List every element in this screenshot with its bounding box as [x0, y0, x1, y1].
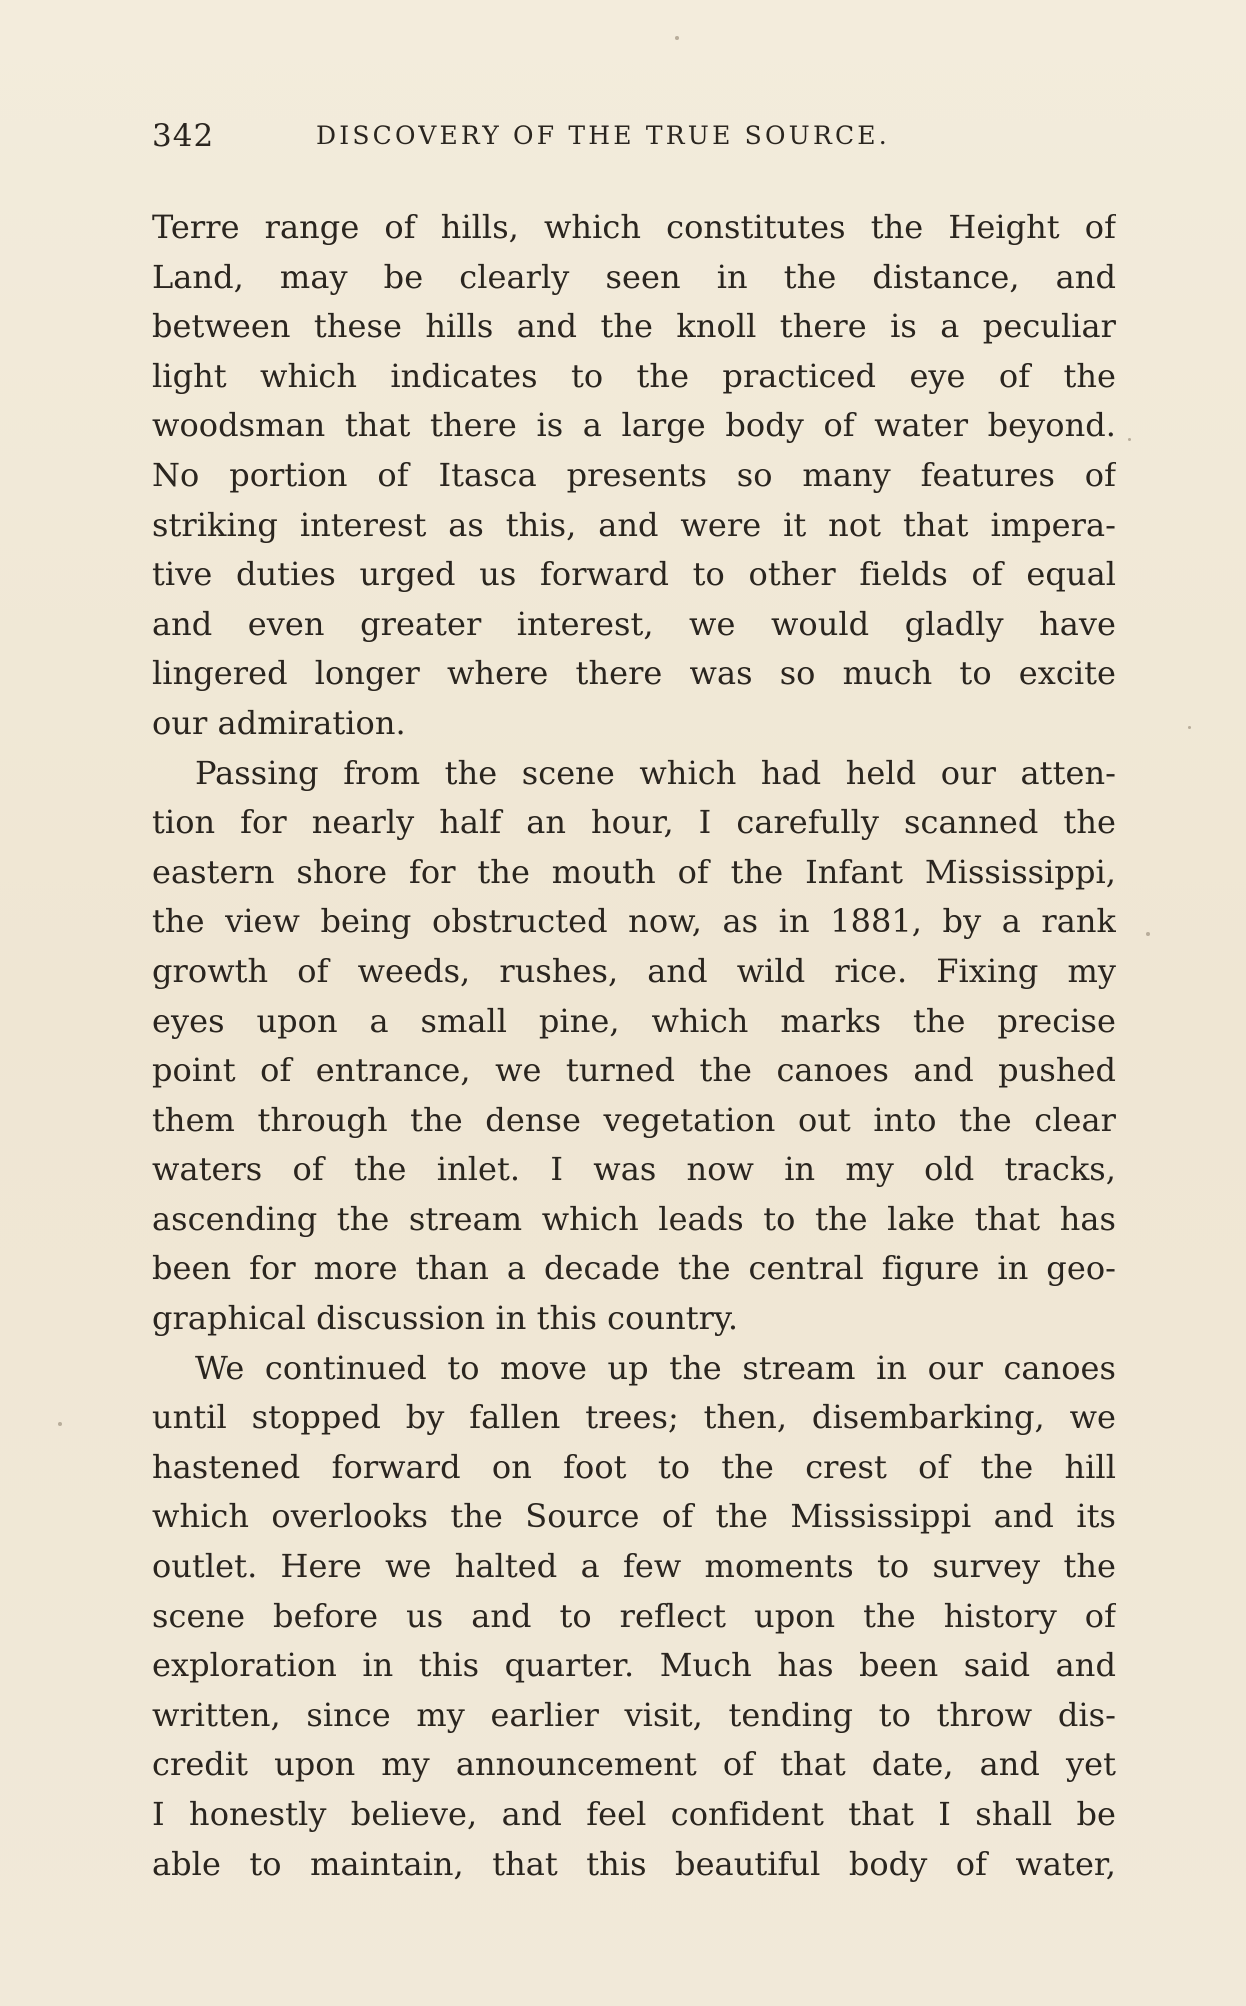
text-line: No portion of Itasca presents so many features of [152, 455, 1116, 494]
text-line: which overlooks the Source of the Mississippi and its [152, 1497, 1116, 1536]
text-line: eastern shore for the mouth of the Infant Mississippi, [152, 852, 1116, 891]
text-line: tive duties urged us forward to other fields of equal [152, 555, 1116, 594]
paper-speck [675, 36, 679, 40]
text-line: outlet. Here we halted a few moments to survey the [152, 1547, 1116, 1586]
text-line: until stopped by fallen trees; then, disembarking, we [152, 1398, 1116, 1437]
text-line: We continued to move up the stream in our canoes [195, 1348, 1116, 1387]
text-line: lingered longer where there was so much to excite [152, 654, 1116, 693]
text-line: graphical discussion in this country. [152, 1299, 739, 1338]
page-header [152, 116, 1120, 160]
body-text [152, 203, 1116, 1889]
text-line: striking interest as this, and were it not that impera- [152, 505, 1116, 544]
paper-speck [1146, 932, 1150, 936]
text-line: waters of the inlet. I was now in my old tracks, [152, 1150, 1116, 1189]
running-head: DISCOVERY OF THE TRUE SOURCE. [316, 121, 890, 150]
text-line: eyes upon a small pine, which marks the precise [152, 1001, 1116, 1040]
text-line: and even greater interest, we would gladly have [152, 604, 1116, 643]
text-line: ascending the stream which leads to the lake that has [152, 1199, 1116, 1238]
text-line: hastened forward on foot to the crest of the hill [152, 1447, 1116, 1486]
text-line: credit upon my announcement of that date, and yet [152, 1745, 1116, 1784]
paper-speck [1188, 726, 1191, 729]
text-line: Passing from the scene which had held our atten- [195, 753, 1116, 792]
text-line: been for more than a decade the central figure in geo- [152, 1249, 1116, 1288]
page-number: 342 [152, 118, 215, 154]
text-line: growth of weeds, rushes, and wild rice. Fixing my [152, 951, 1116, 990]
text-line: them through the dense vegetation out into the clear [152, 1100, 1116, 1139]
text-line: scene before us and to reflect upon the history of [152, 1596, 1116, 1635]
text-line: tion for nearly half an hour, I carefully scanned the [152, 803, 1116, 842]
text-line: the view being obstructed now, as in 1881, by a rank [152, 902, 1116, 941]
text-line: woodsman that there is a large body of water beyond. [152, 406, 1116, 445]
text-line: able to maintain, that this beautiful body of water, [152, 1844, 1116, 1883]
text-line: written, since my earlier visit, tending to throw dis- [152, 1695, 1116, 1734]
paper-speck [1128, 438, 1131, 441]
text-line: between these hills and the knoll there is a peculiar [152, 307, 1116, 346]
text-line: Terre range of hills, which constitutes the Height of [152, 208, 1116, 246]
text-line: exploration in this quarter. Much has been said and [152, 1646, 1116, 1685]
text-line: our admiration. [152, 703, 406, 742]
text-line: light which indicates to the practiced eye of the [152, 356, 1116, 395]
text-line: point of entrance, we turned the canoes and pushed [152, 1051, 1116, 1090]
paper-speck [58, 1422, 62, 1426]
text-line: Land, may be clearly seen in the distance, and [152, 257, 1116, 296]
text-line: I honestly believe, and feel confident that I shall be [152, 1795, 1116, 1833]
